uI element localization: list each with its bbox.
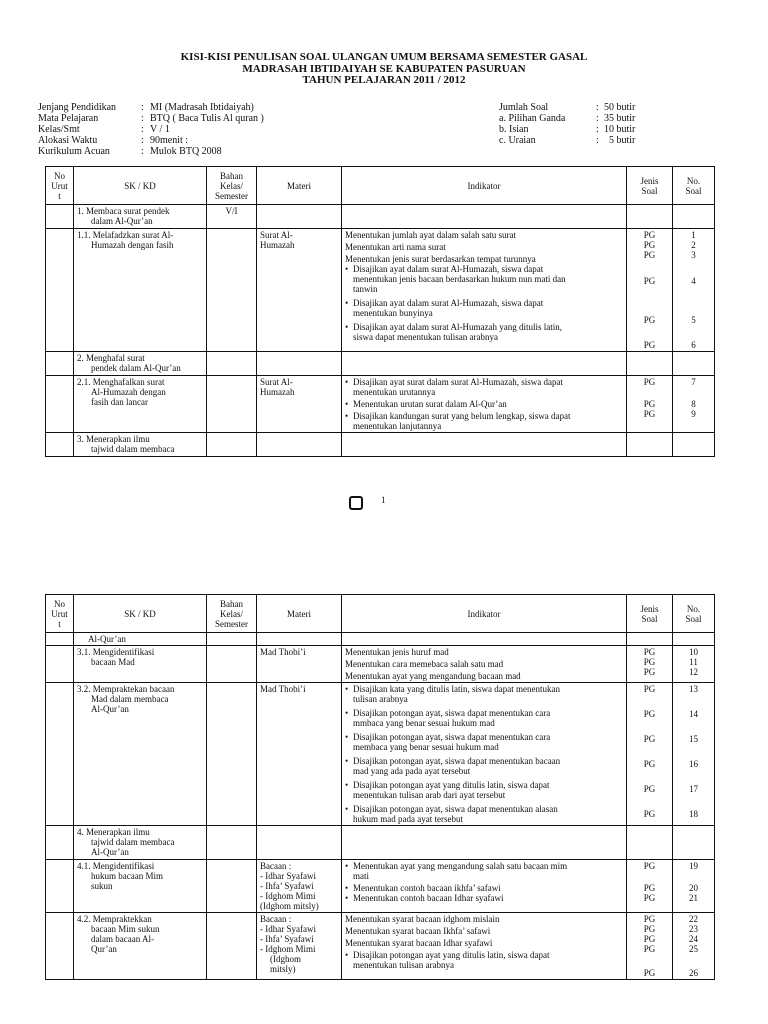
- table-row: [46, 646, 715, 683]
- no-soal-cell: 10 11 12: [673, 646, 715, 683]
- indicator-bullet: • Menentukan urutan surat dalam Al-Qur’an: [345, 399, 507, 409]
- document-header: [0, 52, 768, 87]
- meta-unit: butir: [616, 135, 636, 146]
- table-row: [46, 860, 715, 913]
- col-header-bahan: Bahan Kelas/ Semester: [207, 167, 257, 205]
- kisi-table-page-1: [45, 166, 715, 457]
- indicator-item: Menentukan syarat bacaan Ikhfa’ safawi: [345, 926, 491, 936]
- indicator-bullet: • Disajikan potongan ayat, siswa dapat menentukan cara mmbaca yang benar sesuai hukum mad: [345, 708, 551, 728]
- table-row: [46, 205, 715, 229]
- jenis-soal-cell: PG PG PG: [627, 860, 673, 913]
- col-header-no-soal: No. Soal: [673, 167, 715, 205]
- meta-row: [499, 113, 635, 124]
- indikator-cell: [342, 646, 627, 683]
- meta-value: MI (Madrasah Ibtidaiyah): [150, 102, 254, 113]
- kd-cell: 4.1. Mengidentifikasi hukum bacaan Mim sukun: [74, 860, 207, 913]
- meta-info-left: [38, 102, 264, 157]
- col-header-no: No Urut t: [46, 595, 74, 633]
- col-header-sk-kd: SK / KD: [74, 167, 207, 205]
- materi-cell: Mad Thobi’i: [257, 683, 342, 826]
- indikator-cell: [342, 229, 627, 352]
- meta-value: Mulok BTQ 2008: [150, 146, 222, 157]
- meta-unit: butir: [616, 124, 636, 135]
- sk-cell: 2. Menghafal surat pendek dalam Al-Qur’an: [74, 352, 207, 376]
- col-header-materi: Materi: [257, 595, 342, 633]
- meta-row: [38, 113, 264, 124]
- indicator-bullet: • Menentukan contoh bacaan Idhar syafawi: [345, 893, 504, 903]
- jenis-soal-cell: PG PG PG: [627, 376, 673, 433]
- meta-row: [38, 124, 264, 135]
- jenis-soal-cell: PG PG PG PG PG: [627, 913, 673, 980]
- meta-colon: :: [141, 102, 144, 113]
- table-row: [46, 229, 715, 352]
- meta-row: [38, 102, 264, 113]
- meta-row: [499, 135, 635, 146]
- meta-colon: :: [596, 135, 599, 146]
- meta-key: Kurikulum Acuan: [38, 146, 110, 157]
- jenis-soal-cell: PG PG PG: [627, 646, 673, 683]
- indicator-item: Menentukan jenis surat berdasarkan tempat turunnya: [345, 254, 536, 264]
- table-row: [46, 826, 715, 860]
- meta-key: a. Pilihan Ganda: [499, 113, 566, 124]
- indicator-bullet: • Disajikan potongan ayat, siswa dapat menentukan alasan hukum mad pada ayat tersebut: [345, 804, 558, 824]
- meta-row: [38, 146, 264, 157]
- table-row: [46, 433, 715, 457]
- meta-key: Jumlah Soal: [499, 102, 549, 113]
- meta-row: [499, 102, 635, 113]
- jenis-soal-cell: PG PG PG PG PG PG: [627, 683, 673, 826]
- meta-value: 90menit :: [150, 135, 189, 146]
- meta-value: BTQ ( Baca Tulis Al quran ): [150, 113, 264, 124]
- meta-info-right: [499, 102, 635, 146]
- bahan-cell: V/I: [207, 205, 257, 229]
- indicator-item: Menentukan cara memebaca salah satu mad: [345, 659, 504, 669]
- materi-cell: Surat Al- Humazah: [257, 229, 342, 352]
- table-row: [46, 633, 715, 646]
- indicator-bullet: • Disajikan potongan ayat, siswa dapat menentukan bacaan mad yang ada pada ayat tersebut: [345, 756, 561, 776]
- meta-count: 50: [604, 102, 614, 113]
- kisi-table-page-2: [45, 594, 715, 980]
- table-row: [46, 376, 715, 433]
- indicator-item: Menentukan arti nama surat: [345, 242, 446, 252]
- table-row: [46, 683, 715, 826]
- col-header-jenis-soal: Jenis Soal: [627, 595, 673, 633]
- indicator-bullet: • Menentukan ayat yang mengandung salah satu bacaan mim mati: [345, 861, 568, 881]
- meta-colon: :: [141, 124, 144, 135]
- table-header-row: [46, 595, 715, 633]
- meta-unit: butir: [616, 113, 636, 124]
- meta-count: 10: [604, 124, 614, 135]
- sk-cell: 3. Menerapkan ilmu tajwid dalam membaca: [74, 433, 207, 457]
- meta-colon: :: [596, 113, 599, 124]
- materi-cell: Surat Al- Humazah: [257, 376, 342, 433]
- indicator-bullet: • Disajikan ayat dalam surat Al-Humazah, siswa dapat menentukan bunyinya: [345, 298, 544, 318]
- col-header-indikator: Indikator: [342, 167, 627, 205]
- meta-colon: :: [596, 124, 599, 135]
- indicator-item: Menentukan syarat bacaan Idhar syafawi: [345, 938, 493, 948]
- kd-cell: 2.1. Menghafalkan surat Al-Humazah dengan fasih dan lancar: [74, 376, 207, 433]
- kd-cell: 3.1. Mengidentifikasi bacaan Mad: [74, 646, 207, 683]
- no-soal-cell: 1 2 3 4 5 6: [673, 229, 715, 352]
- kd-cell: 1.1. Melafadzkan surat Al- Humazah dengan fasih: [74, 229, 207, 352]
- table-row: [46, 913, 715, 980]
- page-number-label: 1: [381, 495, 386, 505]
- col-header-indikator: Indikator: [342, 595, 627, 633]
- no-soal-cell: 22 23 24 25 26: [673, 913, 715, 980]
- header-school: MADRASAH IBTIDAIYAH SE KABUPATEN PASURUAN: [242, 62, 526, 75]
- meta-key: Jenjang Pendidikan: [38, 102, 117, 113]
- meta-unit: butir: [616, 102, 636, 113]
- page-box-icon: [349, 496, 363, 510]
- indicator-item: Menentukan jumlah ayat dalam salah satu surat: [345, 230, 516, 240]
- col-header-jenis-soal: Jenis Soal: [627, 167, 673, 205]
- no-soal-cell: 13 14 15 16 17 18: [673, 683, 715, 826]
- meta-key: c. Uraian: [499, 135, 536, 146]
- jenis-soal-cell: PG PG PG PG PG PG: [627, 229, 673, 352]
- indicator-bullet: • Disajikan potongan ayat, siswa dapat menentukan cara membaca yang benar sesuai hukum mad: [345, 732, 551, 752]
- meta-key: Alokasi Waktu: [38, 135, 98, 146]
- page-number: [349, 496, 386, 510]
- col-header-bahan: Bahan Kelas/ Semester: [207, 595, 257, 633]
- materi-cell: Bacaan : - Idhar Syafawi - Ihfa’ Syafawi - Idghom Mimi (Idghom mitsly): [257, 913, 342, 980]
- meta-key: Mata Pelajaran: [38, 113, 99, 124]
- indicator-bullet: • Disajikan potongan ayat yang ditulis latin, siswa dapat menentukan tulisan arabnya: [345, 950, 550, 970]
- meta-value: V / 1: [150, 124, 170, 135]
- col-header-materi: Materi: [257, 167, 342, 205]
- indikator-cell: [342, 913, 627, 980]
- indicator-bullet: • Menentukan contoh bacaan ikhfa’ safawi: [345, 883, 501, 893]
- no-soal-cell: 19 20 21: [673, 860, 715, 913]
- meta-count: 35: [604, 113, 614, 124]
- table-header-row: [46, 167, 715, 205]
- indicator-bullet: • Disajikan ayat surat dalam surat Al-Humazah, siswa dapat menentukan urutannya: [345, 377, 563, 397]
- sk-cell: 1. Membaca surat pendek dalam Al-Qur’an: [74, 205, 207, 229]
- materi-cell: Mad Thobi’i: [257, 646, 342, 683]
- kd-cell: 3.2. Mempraktekan bacaan Mad dalam membaca Al-Qur’an: [74, 683, 207, 826]
- meta-key: Kelas/Smt: [38, 124, 80, 135]
- indicator-item: Menentukan ayat yang mengandung bacaan mad: [345, 671, 521, 681]
- meta-row: [38, 135, 264, 146]
- indicator-item: Menentukan syarat bacaan idghom mislain: [345, 914, 500, 924]
- indikator-cell: [342, 683, 627, 826]
- materi-cell: Bacaan : - Idhar Syafawi - Ihfa’ Syafawi - Idghom Mimi (Idghom mitsly): [257, 860, 342, 913]
- indicator-bullet: • Disajikan ayat dalam surat Al-Humazah yang ditulis latin, siswa dapat menentukan tulisan arabnya: [345, 322, 562, 342]
- col-header-sk-kd: SK / KD: [74, 595, 207, 633]
- indicator-bullet: • Disajikan kata yang ditulis latin, siswa dapat menentukan tulisan arabnya: [345, 684, 560, 704]
- indicator-bullet: • Disajikan ayat dalam surat Al-Humazah, siswa dapat menentukan jenis bacaan berdasarkan hukum nun mati dan tanwin: [345, 264, 566, 294]
- col-header-no: No Urut t: [46, 167, 74, 205]
- meta-colon: :: [141, 146, 144, 157]
- sk-continuation-cell: Al-Qur’an: [74, 633, 207, 646]
- sk-cell: 4. Menerapkan ilmu tajwid dalam membaca Al-Qur’an: [74, 826, 207, 860]
- no-soal-cell: 7 8 9: [673, 376, 715, 433]
- indicator-item: Menentukan jenis huruf mad: [345, 647, 449, 657]
- meta-row: [499, 124, 635, 135]
- header-year: TAHUN PELAJARAN 2011 / 2012: [302, 74, 466, 86]
- meta-key: b. Isian: [499, 124, 529, 135]
- header-title: KISI-KISI PENULISAN SOAL ULANGAN UMUM BERSAMA SEMESTER GASAL: [180, 51, 588, 63]
- meta-count: 5: [609, 135, 614, 146]
- indicator-bullet: • Disajikan kandungan surat yang belum lengkap, siswa dapat menentukan lanjutannya: [345, 411, 571, 431]
- meta-colon: :: [141, 135, 144, 146]
- col-header-no-soal: No. Soal: [673, 595, 715, 633]
- table-row: [46, 352, 715, 376]
- indicator-bullet: • Disajikan potongan ayat yang ditulis latin, siswa dapat menentukan tulisan arab dari ayat tersebut: [345, 780, 550, 800]
- indikator-cell: [342, 860, 627, 913]
- indikator-cell: [342, 376, 627, 433]
- meta-colon: :: [141, 113, 144, 124]
- meta-colon: :: [596, 102, 599, 113]
- kd-cell: 4.2. Mempraktekkan bacaan Mim sukun dalam bacaan Al- Qur’an: [74, 913, 207, 980]
